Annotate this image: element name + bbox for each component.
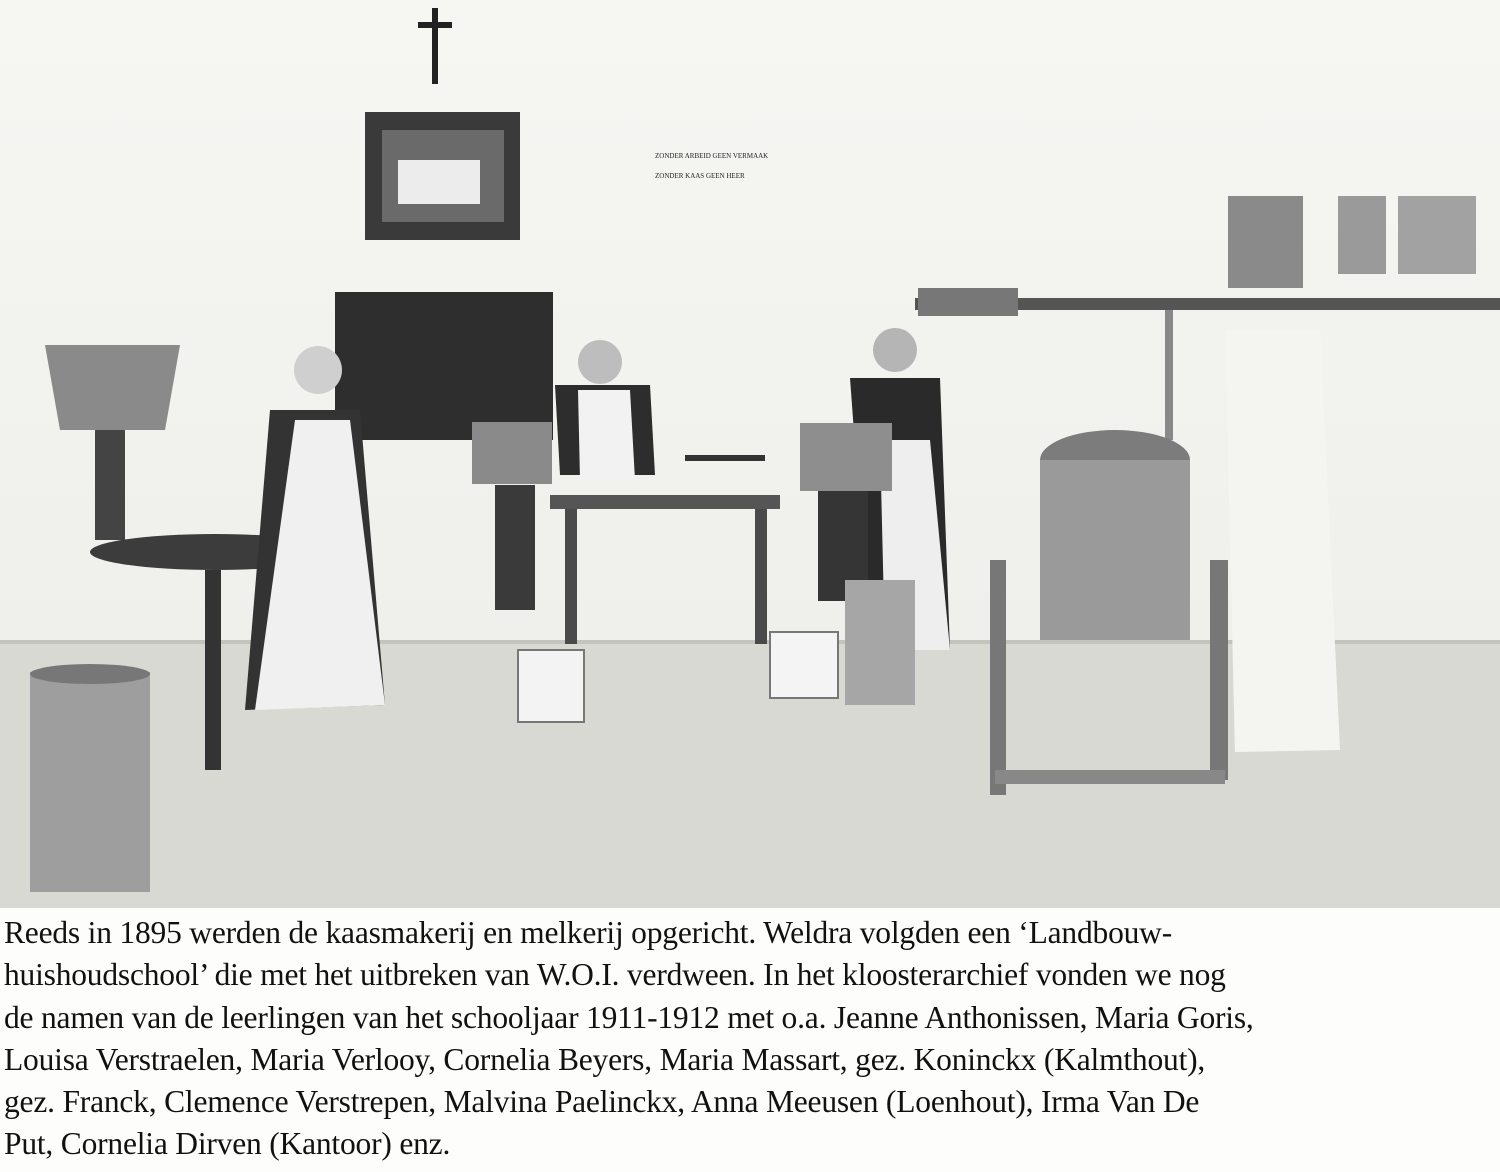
caption-line-5: gez. Franck, Clemence Verstrepen, Malvina Paelinckx, Anna Meeusen (Loenhout), Irma Van De: [4, 1084, 1200, 1120]
caption-line-2: huishoudschool’ die met het uitbreken van W.O.I. verdween. In het kloosterarchief vonden we nog: [4, 957, 1226, 993]
woman-center: [555, 340, 655, 480]
sign-line-2: ZONDER KAAS GEEN HEER: [655, 172, 745, 180]
nun-right: [1225, 330, 1340, 752]
blackboard: [335, 292, 553, 440]
wall-sign: [655, 152, 768, 180]
caption-line-1: Reeds in 1895 werden de kaasmakerij en melkerij opgericht. Weldra volgden een ‘Landbouw-: [4, 915, 1173, 950]
wall-shelf: [915, 196, 1500, 440]
milk-can-left: [30, 664, 150, 892]
work-table: [550, 455, 780, 644]
framed-picture: [365, 112, 520, 240]
caption-line-4: Louisa Verstraelen, Maria Verlooy, Cornelia Beyers, Maria Massart, gez. Koninckx (Kalmthout),: [4, 1041, 1206, 1077]
photo-caption: [4, 912, 1496, 1166]
sign-line-1: ZONDER ARBEID GEEN VERMAAK: [655, 152, 769, 160]
caption-line-6: Put, Cornelia Dirven (Kantoor) enz.: [4, 1126, 451, 1162]
caption-line-3: de namen van de leerlingen van het schooljaar 1911-1912 met o.a. Jeanne Anthonissen, Maria Goris,: [4, 999, 1254, 1035]
crucifix: [418, 8, 452, 84]
